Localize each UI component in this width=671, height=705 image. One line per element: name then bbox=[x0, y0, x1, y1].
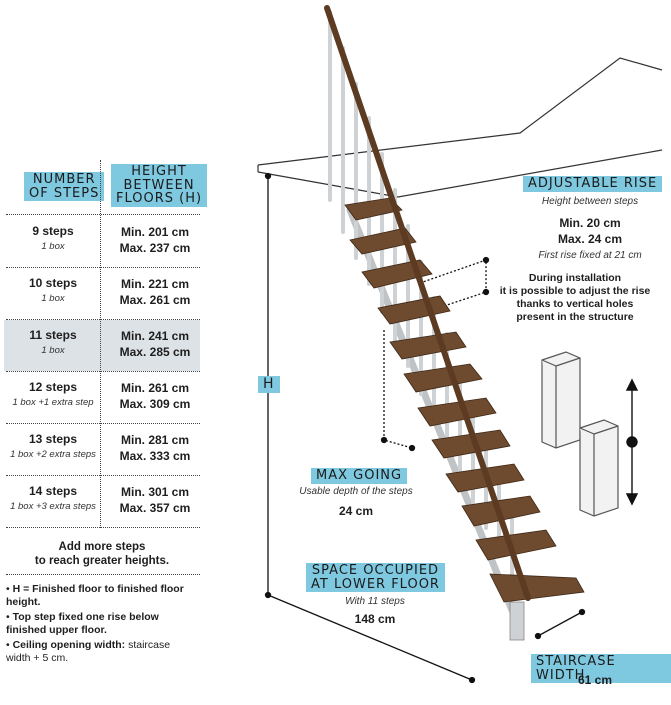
note-bold: Top step fixed one rise below finished upper floor. bbox=[6, 611, 159, 636]
header-height-line2: BETWEEN bbox=[123, 177, 195, 193]
header-height-line3: FLOORS (H) bbox=[116, 191, 203, 207]
steps-count: 13 steps bbox=[28, 432, 78, 446]
spine-bracket-lower bbox=[580, 420, 618, 516]
spine-bracket-upper bbox=[542, 352, 580, 448]
space-subtitle: With 11 steps bbox=[345, 596, 405, 607]
max-height: Max. 333 cm bbox=[119, 449, 191, 463]
staircase-width-title: STAIRCASE WIDTH bbox=[531, 654, 671, 683]
steps-count: 10 steps bbox=[28, 276, 78, 290]
base-post bbox=[510, 602, 524, 640]
box-count: 1 box +3 extra steps bbox=[10, 501, 96, 512]
install-line4: present in the structure bbox=[516, 311, 634, 323]
install-line3: thanks to vertical holes bbox=[516, 298, 634, 310]
space-value: 148 cm bbox=[354, 612, 396, 626]
width-dimension-line bbox=[536, 610, 585, 639]
space-occupied-title bbox=[306, 563, 445, 592]
note-item: • Ceiling opening width: staircase width + 5 cm. bbox=[6, 639, 171, 664]
install-line1: During installation bbox=[528, 272, 622, 284]
install-note bbox=[480, 272, 670, 324]
box-count: 1 box bbox=[41, 293, 65, 304]
h-label: H bbox=[258, 376, 280, 393]
min-height: Min. 241 cm bbox=[120, 329, 190, 343]
more-steps-line1: Add more steps bbox=[58, 541, 146, 553]
space-title-line1: SPACE OCCUPIED bbox=[311, 563, 440, 578]
min-height: Min. 281 cm bbox=[120, 433, 190, 447]
box-count: 1 box bbox=[41, 345, 65, 356]
rise-max: Max. 24 cm bbox=[557, 232, 623, 246]
more-steps-line2: to reach greater heights. bbox=[34, 555, 170, 567]
rise-fixed: First rise fixed at 21 cm bbox=[538, 250, 642, 261]
adjustable-rise-subtitle: Height between steps bbox=[541, 196, 639, 207]
header-height-line1: HEIGHT bbox=[131, 164, 187, 179]
note-bold: H = Finished floor to finished floor height. bbox=[6, 583, 184, 608]
note-rest: staircase width + 5 cm. bbox=[6, 639, 171, 664]
header-steps-line1: NUMBER bbox=[32, 172, 96, 187]
box-count: 1 box bbox=[41, 241, 65, 252]
max-height: Max. 285 cm bbox=[119, 345, 191, 359]
adjust-arrow-icon bbox=[627, 380, 637, 504]
min-height: Min. 221 cm bbox=[120, 277, 190, 291]
box-count: 1 box +1 extra step bbox=[12, 397, 94, 408]
steps-count: 12 steps bbox=[28, 380, 78, 394]
box-count: 1 box +2 extra steps bbox=[10, 449, 96, 460]
min-height: Min. 201 cm bbox=[120, 225, 190, 239]
note-item: • H = Finished floor to finished floor height. bbox=[6, 583, 184, 608]
space-dimension-line bbox=[268, 595, 475, 683]
max-height: Max. 261 cm bbox=[119, 293, 191, 307]
install-line2: it is possible to adjust the rise bbox=[499, 285, 651, 297]
steps-count: 9 steps bbox=[32, 224, 74, 238]
steps-count: 14 steps bbox=[28, 484, 78, 498]
space-title-line2: AT LOWER FLOOR bbox=[311, 576, 440, 592]
max-height: Max. 309 cm bbox=[119, 397, 191, 411]
min-height: Min. 301 cm bbox=[120, 485, 190, 499]
max-going-title: MAX GOING bbox=[311, 468, 407, 484]
staircase-width-value: 61 cm bbox=[577, 673, 613, 687]
note-item: • Top step fixed one rise below finished upper floor. bbox=[6, 611, 159, 636]
min-height: Min. 261 cm bbox=[120, 381, 190, 395]
note-bold: Ceiling opening width: bbox=[12, 639, 126, 651]
max-going-subtitle: Usable depth of the steps bbox=[299, 486, 413, 497]
rise-min: Min. 20 cm bbox=[559, 216, 621, 230]
max-height: Max. 237 cm bbox=[119, 241, 191, 255]
header-steps-line2: OF STEPS bbox=[29, 185, 100, 201]
adjustable-rise-title: ADJUSTABLE RISE bbox=[523, 176, 662, 192]
steps-count: 11 steps bbox=[29, 328, 77, 342]
max-height: Max. 357 cm bbox=[119, 501, 191, 515]
max-going-value: 24 cm bbox=[338, 504, 374, 518]
